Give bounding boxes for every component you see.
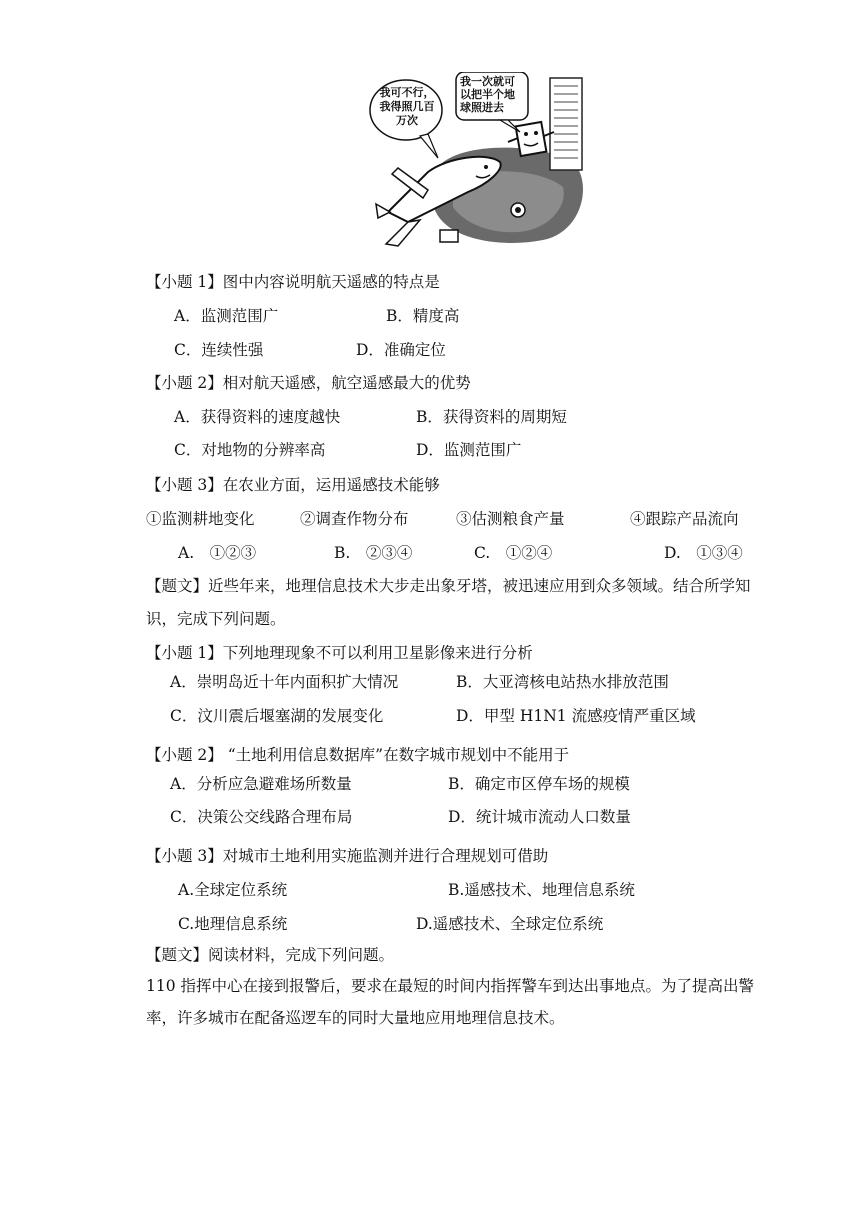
- set2-intro-line-2: 识，完成下列问题。: [146, 610, 286, 628]
- set1-q1-option-b: B．精度高: [386, 307, 460, 325]
- set3-para-line-1: 110 指挥中心在接到报警后，要求在最短的时间内指挥警车到达出事地点。为了提高出警: [146, 977, 755, 995]
- set2-q3-option-d: D.遥感技术、全球定位系统: [416, 915, 604, 933]
- bubble-text-satellite: 我一次就可以把半个地球照进去: [460, 75, 515, 114]
- set2-q3-option-a: A.全球定位系统: [178, 881, 288, 899]
- set1-q1-stem: 【小题 1】图中内容说明航天遥感的特点是: [146, 273, 440, 291]
- bubble-text-plane: 我可不行，我得照几百万次: [379, 86, 435, 127]
- set1-q2-option-c: C．对地物的分辨率高: [174, 441, 326, 459]
- set2-q2-option-a: A．分析应急避难场所数量: [170, 775, 352, 793]
- set2-q1-stem: 【小题 1】下列地理现象不可以利用卫星影像来进行分析: [146, 644, 533, 662]
- set2-q3-option-c: C.地理信息系统: [178, 915, 288, 933]
- set1-q1-option-d: D．准确定位: [356, 341, 446, 359]
- set1-q3-option-c: C. ①②④: [474, 544, 553, 562]
- set2-q1-option-b: B．大亚湾核电站热水排放范围: [456, 673, 669, 691]
- set1-q3-option-b: B. ②③④: [334, 544, 413, 562]
- set1-q2-option-b: B．获得资料的周期短: [416, 408, 567, 426]
- set2-q2-option-d: D．统计城市流动人口数量: [448, 808, 631, 826]
- set1-q3-item-2: ②调查作物分布: [300, 510, 409, 528]
- set2-q2-option-b: B．确定市区停车场的规模: [448, 775, 630, 793]
- set2-q1-option-a: A．崇明岛近十年内面积扩大情况: [170, 673, 399, 691]
- set1-q2-option-a: A．获得资料的速度越快: [174, 408, 341, 426]
- set2-q3-option-b: B.遥感技术、地理信息系统: [448, 881, 635, 899]
- set1-q2-option-d: D．监测范围广: [416, 441, 522, 459]
- panel-shape: [550, 78, 582, 170]
- set1-q3-option-a: A. ①②③: [178, 544, 257, 562]
- set1-q2-stem: 【小题 2】相对航天遥感，航空遥感最大的优势: [146, 374, 471, 392]
- set2-q1-option-c: C．汶川震后堰塞湖的发展变化: [170, 707, 384, 725]
- satellite-shape: [516, 122, 547, 156]
- set2-q2-option-c: C．决策公交线路合理布局: [170, 808, 353, 826]
- set1-q3-item-4: ④跟踪产品流向: [630, 510, 739, 528]
- set2-q1-option-d: D．甲型 H1N1 流感疫情严重区域: [456, 707, 696, 725]
- set1-q3-item-1: ①监测耕地变化: [146, 510, 255, 528]
- set1-q1-option-a: A．监测范围广: [174, 307, 279, 325]
- set3-para-line-2: 率，许多城市在配备巡逻车的同时大量地应用地理信息技术。: [146, 1009, 565, 1027]
- set3-intro: 【题文】阅读材料，完成下列问题。: [146, 946, 395, 964]
- set1-q3-option-d: D. ①③④: [664, 544, 743, 562]
- set2-intro-line-1: 【题文】近些年来，地理信息技术大步走出象牙塔，被迅速应用到众多领域。结合所学知: [146, 577, 751, 595]
- set2-q2-stem: 【小题 2】 “土地利用信息数据库”在数字城市规划中不能用于: [146, 746, 570, 764]
- cartoon-illustration: [368, 72, 588, 252]
- set1-q1-option-c: C．连续性强: [174, 341, 264, 359]
- set2-q3-stem: 【小题 3】对城市土地利用实施监测并进行合理规划可借助: [146, 847, 549, 865]
- set1-q3-item-3: ③估测粮食产量: [456, 510, 565, 528]
- set1-q3-stem: 【小题 3】在农业方面，运用遥感技术能够: [146, 476, 440, 494]
